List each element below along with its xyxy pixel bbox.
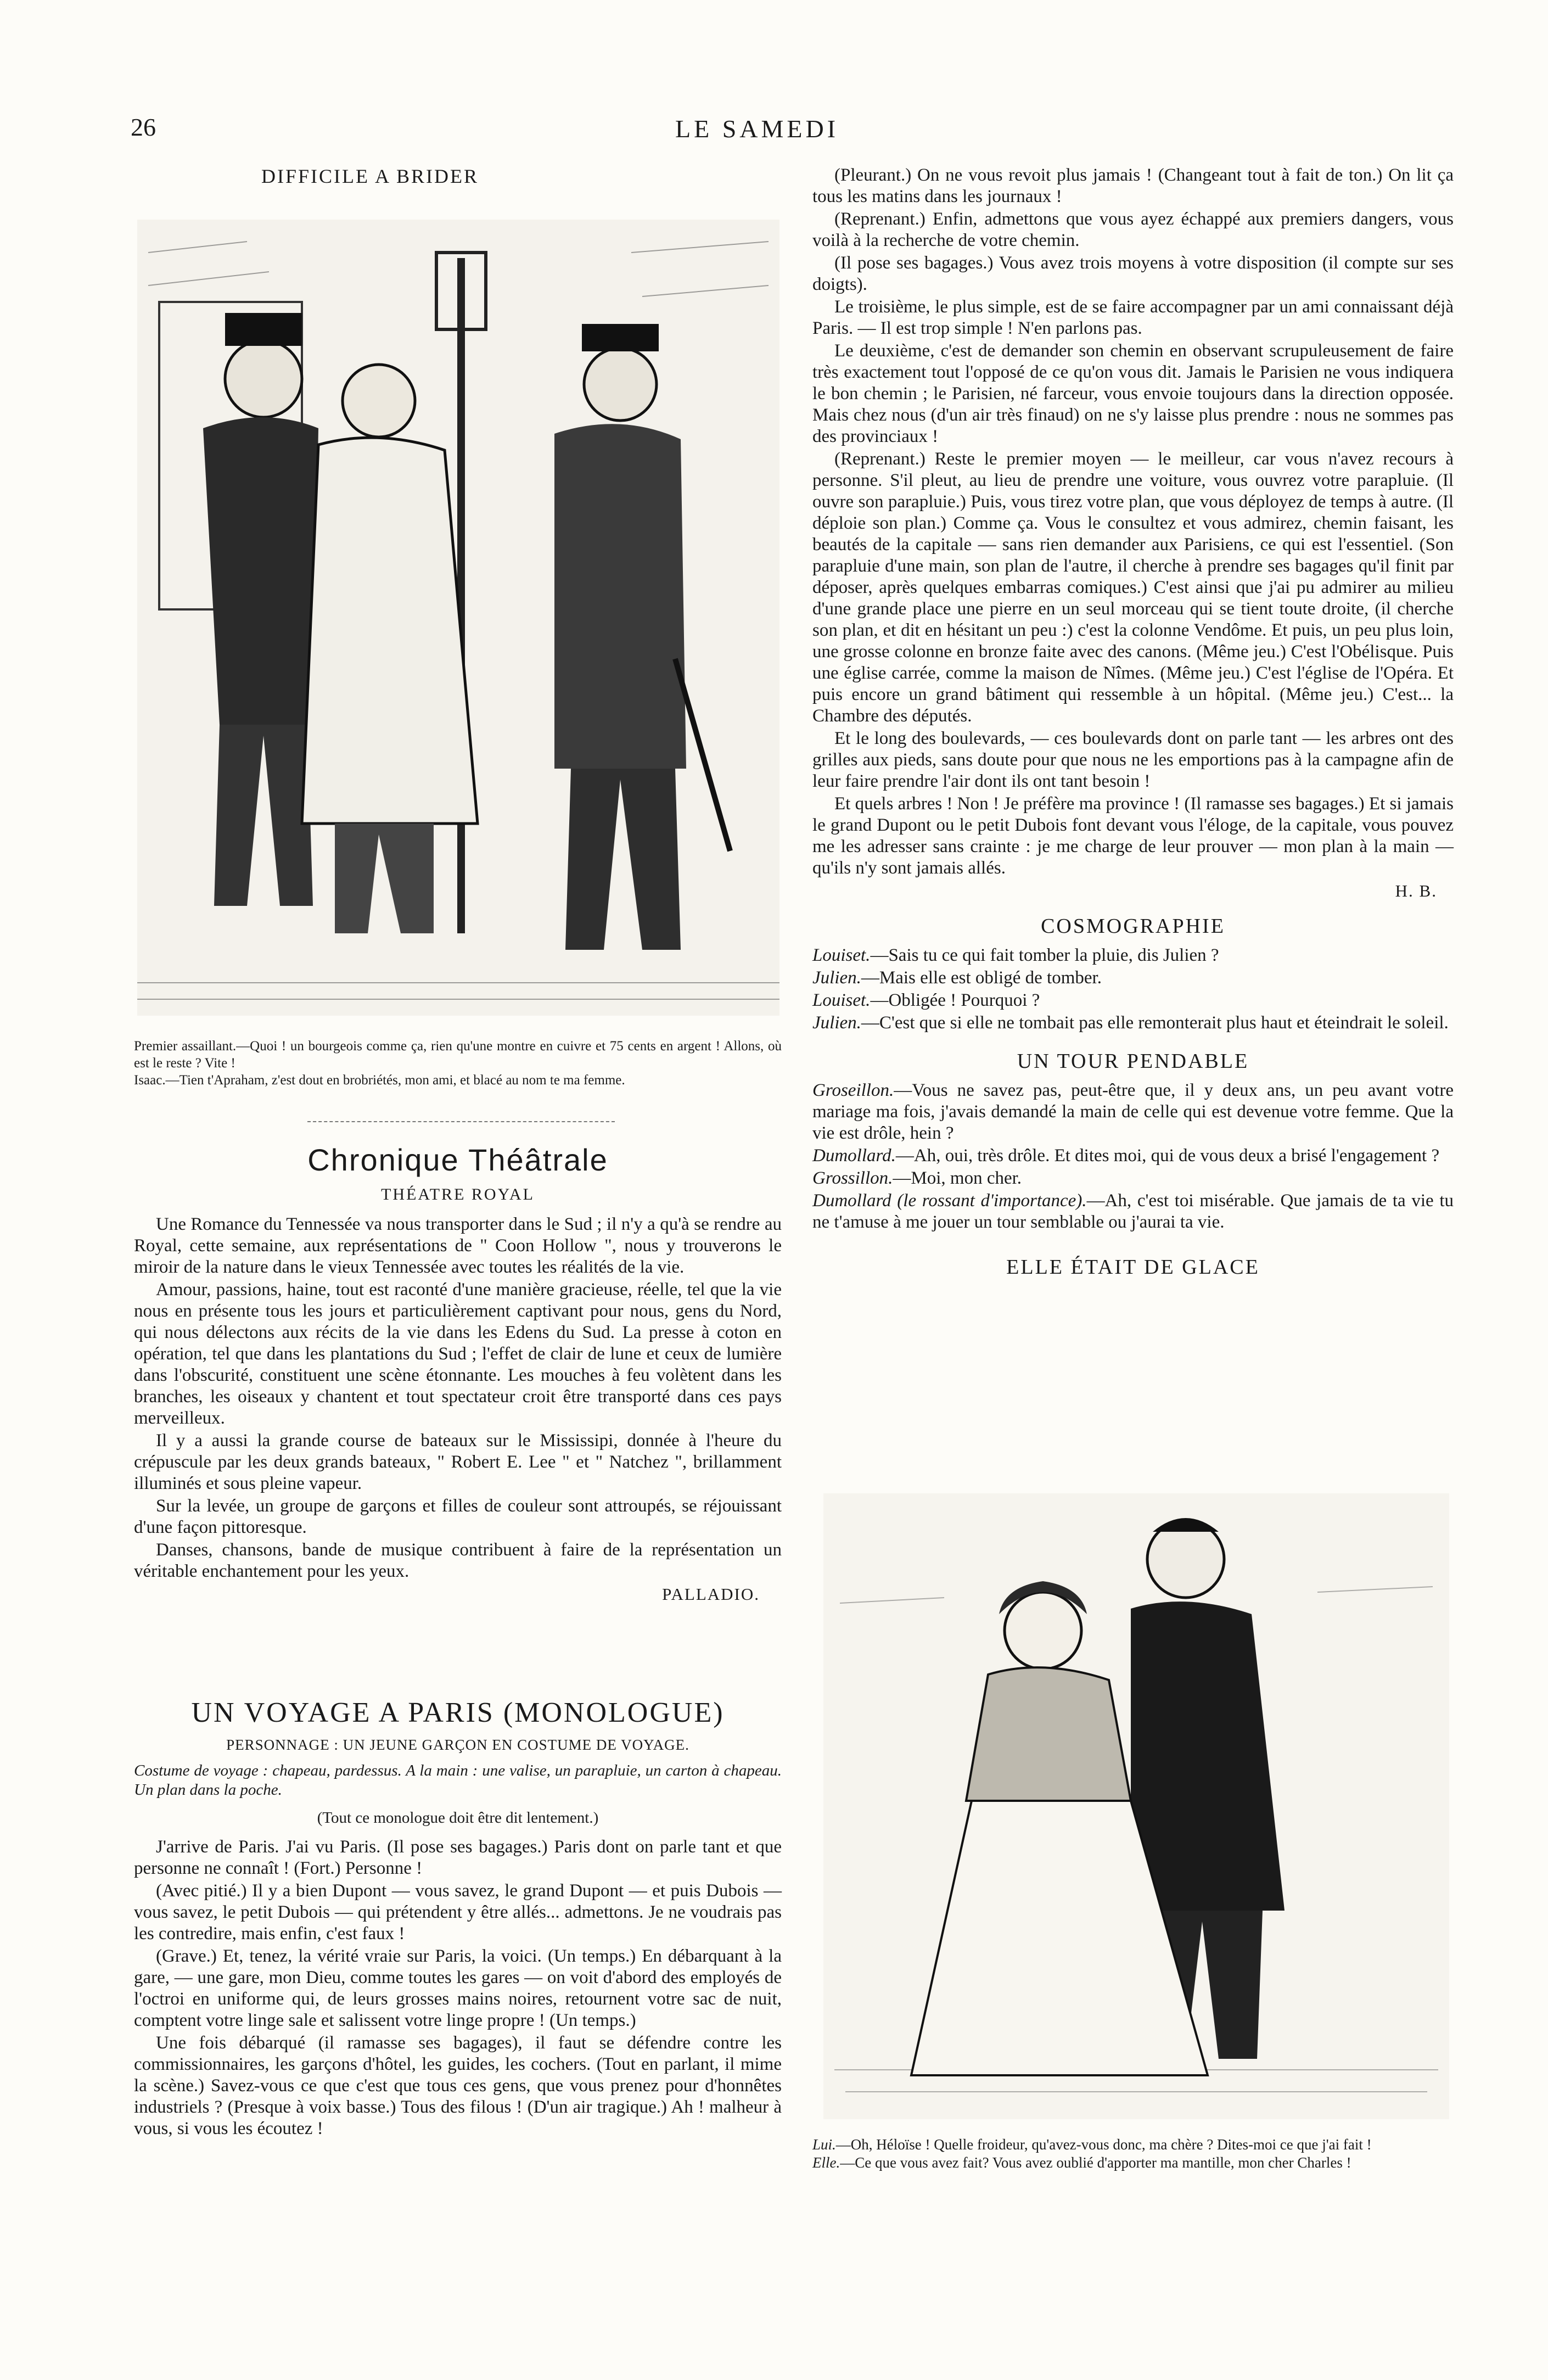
right-column [812, 165, 1454, 1279]
dialogue-line [812, 967, 1454, 989]
dialogue-line [812, 1012, 1454, 1034]
paragraph: Le deuxième, c'est de demander son chemin en observant scrupuleusement de faire très exactement tout l'opposé de ce qu'on vous dit. Jamais le Parisien ne vous indiquera le bon chemin ; le Parisien, né farceur, vous envoie toujours dans la direction opposée. Mais chez nous (d'un air très finaud) on ne s'y laisse plus prendre : nous ne sommes pas des provinciaux ! [812, 341, 1454, 446]
speaker: Elle. [812, 2154, 840, 2171]
paragraph: Et le long des boulevards, — ces boulevards dont on parle tant — les arbres ont des grilles aux pieds, sans doute pour que nous ne les emportions pas à la campagne afin de leur faire prendre l'air dont ils ont tant besoin ! [812, 729, 1454, 791]
paragraph: Une fois débarqué (il ramasse ses bagages), il faut se défendre contre les commissionnaires, les garçons d'hôtel, les guides, les cochers. (Tout en parlant, il mime la scène.) Savez-vous ce que c'est que tous ces gens, que vous prenez pour d'honnêtes industriels ? (Presque à voix basse.) Tous des filous ! (D'un air tragique.) Ah ! malheur à vous, si vous les écoutez ! [134, 2033, 782, 2138]
paragraph: (Il pose ses bagages.) Vous avez trois moyens à votre disposition (il compte sur ses doigts). [812, 253, 1454, 294]
speaker: Dumollard. [812, 1146, 896, 1166]
glace-caption [812, 2136, 1454, 2172]
voyage-costume: Costume de voyage : chapeau, pardessus. A la main : une valise, un parapluie, un carton à chapeau. Un plan dans la poche. [134, 1762, 782, 1799]
voyage-personnage: PERSONNAGE : UN JEUNE GARÇON EN COSTUME DE VOYAGE. [226, 1737, 689, 1753]
cartoon-caption [134, 1038, 782, 1089]
caption-line: Isaac.—Tien t'Apraham, z'est dout en brobriétés, mon ami, et blacé au nom te ma femme. [134, 1073, 625, 1088]
paragraph: (Reprenant.) Reste le premier moyen — le meilleur, car vous n'avez recours à personne. S'il pleut, au lieu de prendre une voiture, vous ouvrez votre parapluie. (Il ouvre son parapluie.) Puis, vous tirez votre plan, que vous déployez de temps à autre. (Il déploie son plan.) Comme ça. Vous le consultez et vous admirez, chemin faisant, les beautés de la capitale — sans rien demander aux Parisiens, ce qui est l'essentiel. (Son parapluie d'une main, son plan de l'autre, il cherche à prendre ses bagages qu'il finit par déposer, après quelques embarras comiques.) C'est ainsi que j'ai pu admirer au milieu d'une grande place une pierre en un seul morceau qui se tient toute droite, (il cherche son plan, et dit en hésitant un peu :) c'est la colonne Vendôme. Et puis, un peu plus loin, une grosse colonne en bronze faite avec des canons. (Même jeu.) C'est l'Obélisque. Puis une église carrée, comme la maison de Nîmes. (Même jeu.) C'est l'église de l'Opéra. Et puis encore un grand bâtiment qui ressemble à un hôpital. (Même jeu.) C'est... la Chambre des députés. [812, 449, 1454, 726]
speaker: Grossillon. [812, 1168, 893, 1188]
chronique-title: Chronique Théâtrale [307, 1143, 608, 1177]
divider [307, 1121, 615, 1122]
caption-line [812, 2136, 1454, 2154]
speaker: Lui. [812, 2136, 836, 2153]
paragraph: (Reprenant.) Enfin, admettons que vous ayez échappé aux premiers dangers, vous voilà à la recherche de votre chemin. [812, 209, 1454, 250]
left-column [134, 165, 782, 188]
speaker: Julien. [812, 1013, 861, 1033]
speaker: Julien. [812, 968, 861, 988]
caption-text: —Ce que vous avez fait? Vous avez oublié d'apporter ma mantille, mon cher Charles ! [840, 2154, 1351, 2171]
paragraph: J'arrive de Paris. J'ai vu Paris. (Il pose ses bagages.) Paris dont on parle tant et que personne ne connaît ! (Fort.) Personne ! [134, 1837, 782, 1878]
dialogue-line [812, 1080, 1454, 1144]
cosmographie-title: COSMOGRAPHIE [1041, 915, 1225, 938]
dialogue-text: —Ah, oui, très drôle. Et dites moi, qui de vous deux a brisé l'engagement ? [895, 1146, 1440, 1166]
dialogue-line [812, 1145, 1454, 1167]
paragraph: Et quels arbres ! Non ! Je préfère ma province ! (Il ramasse ses bagages.) Et si jamais le grand Dupont ou le petit Dubois font devant vous l'éloge, de la capitale, vous pouvez me les adresser sans crainte : je me charge de leur prouver — mon plan à la main — qu'ils n'y sont jamais allés. [812, 794, 1454, 878]
cartoon-illustration [137, 220, 779, 1016]
paragraph: Danses, chansons, bande de musique contribuent à faire de la représentation un véritable enchantement pour les yeux. [134, 1540, 782, 1581]
paragraph: Amour, passions, haine, tout est raconté d'une manière gracieuse, réelle, tel que la vie nous en présente tous les jours et particulièrement captivant pour nous, gens du Nord, qui nous délectons aux récits de la vie dans les Edens du Sud. La presse à coton en opération, tel que dans les plantations du Sud ; l'effet de clair de lune et ceux de lumière dans l'obscurité, constituent une scène étonnante. Les mouches à feu volètent dans les branches, les oiseaux y chantent et tout spectateur croit être transporté dans ces pays merveilleux. [134, 1280, 782, 1428]
dialogue-text: —Ah, c'est toi misérable. Que jamais de ta vie tu ne t'amuse à me jouer un tour semblable ou j'aurai ta vie. [812, 1191, 1454, 1232]
dialogue-line [812, 1168, 1454, 1189]
dialogue-text: —C'est que si elle ne tombait pas elle remonterait plus haut et éteindrait le soleil. [861, 1013, 1449, 1033]
speaker: Louiset. [812, 945, 871, 965]
tour-title: UN TOUR PENDABLE [1017, 1050, 1249, 1073]
signature: PALLADIO. [662, 1584, 760, 1604]
speaker: Louiset. [812, 990, 871, 1010]
glace-title: ELLE ÉTAIT DE GLACE [1006, 1256, 1260, 1279]
caption-line: Premier assaillant.—Quoi ! un bourgeois comme ça, rien qu'une montre en cuivre et 75 cents en argent ! Allons, où est le reste ? Vite ! [134, 1039, 782, 1071]
speaker: Groseillon. [812, 1080, 894, 1100]
dialogue-text: —Vous ne savez pas, peut-être que, il y deux ans, un peu avant votre mariage ma fois, j'avais demandé la main de celle qui est devenue votre femme. Que la vie est drôle, hein ? [812, 1080, 1454, 1143]
dialogue-line [812, 990, 1454, 1011]
dialogue-text: —Sais tu ce qui fait tomber la pluie, dis Julien ? [870, 945, 1219, 965]
dialogue-text: —Moi, mon cher. [893, 1168, 1022, 1188]
page-number: 26 [131, 113, 156, 141]
journal-title: LE SAMEDI [675, 115, 839, 143]
paragraph: Une Romance du Tennessée va nous transporter dans le Sud ; il n'y a qu'à se rendre au Royal, cette semaine, aux représentations de " Coon Hollow ", nous y trouverons le miroir de la nature dans le vieux Tennessée avec toutes les réalités de la vie. [134, 1214, 782, 1277]
paragraph: (Pleurant.) On ne vous revoit plus jamais ! (Changeant tout à fait de ton.) On lit ça tous les matins dans les journaux ! [812, 165, 1454, 206]
voyage-title: UN VOYAGE A PARIS (MONOLOGUE) [191, 1697, 725, 1728]
couple-illustration [823, 1493, 1449, 2119]
voyage-section [134, 1696, 782, 2140]
paragraph: Il y a aussi la grande course de bateaux sur le Mississipi, donnée à l'heure du crépuscule par les deux grands bateaux, " Robert E. Lee " et " Natchez ", brillamment illuminés et sous pleine vapeur. [134, 1431, 782, 1493]
paragraph: (Grave.) Et, tenez, la vérité vraie sur Paris, la voici. (Un temps.) En débarquant à la gare, — une gare, mon Dieu, comme toutes les gares — on voit d'abord des employés de l'octroi en uniforme qui, de leurs grosses mains noires, retournent votre sac de nuit, comptent votre linge sale et salissent votre linge propre ! (Un temps.) [134, 1946, 782, 2030]
signature: H. B. [1395, 881, 1437, 900]
dialogue-text: —Obligée ! Pourquoi ? [870, 990, 1040, 1010]
chronique-section [134, 1142, 782, 1604]
paragraph: (Avec pitié.) Il y a bien Dupont — vous savez, le grand Dupont — et puis Dubois — vous savez, le petit Dubois — qui prétendent y être allés... admettons. Je ne voudrais pas les contredire, mais enfin, c'est faux ! [134, 1881, 782, 1944]
voyage-note: (Tout ce monologue doit être dit lentement.) [317, 1809, 599, 1827]
cartoon-title: DIFFICILE A BRIDER [261, 165, 479, 187]
caption-line [812, 2154, 1454, 2172]
speaker: Dumollard (le rossant d'importance). [812, 1191, 1087, 1211]
dialogue-line [812, 1190, 1454, 1233]
dialogue-text: —Mais elle est obligé de tomber. [861, 968, 1102, 988]
caption-text: —Oh, Héloïse ! Quelle froideur, qu'avez-vous donc, ma chère ? Dites-moi ce que j'ai fait ! [835, 2136, 1372, 2153]
chronique-subtitle: THÉATRE ROYAL [381, 1185, 535, 1203]
paragraph: Sur la levée, un groupe de garçons et filles de couleur sont attroupés, se réjouissant d'une façon pittoresque. [134, 1496, 782, 1537]
paragraph: Le troisième, le plus simple, est de se faire accompagner par un ami connaissant déjà Paris. — Il est trop simple ! N'en parlons pas. [812, 297, 1454, 338]
dialogue-line [812, 945, 1454, 966]
